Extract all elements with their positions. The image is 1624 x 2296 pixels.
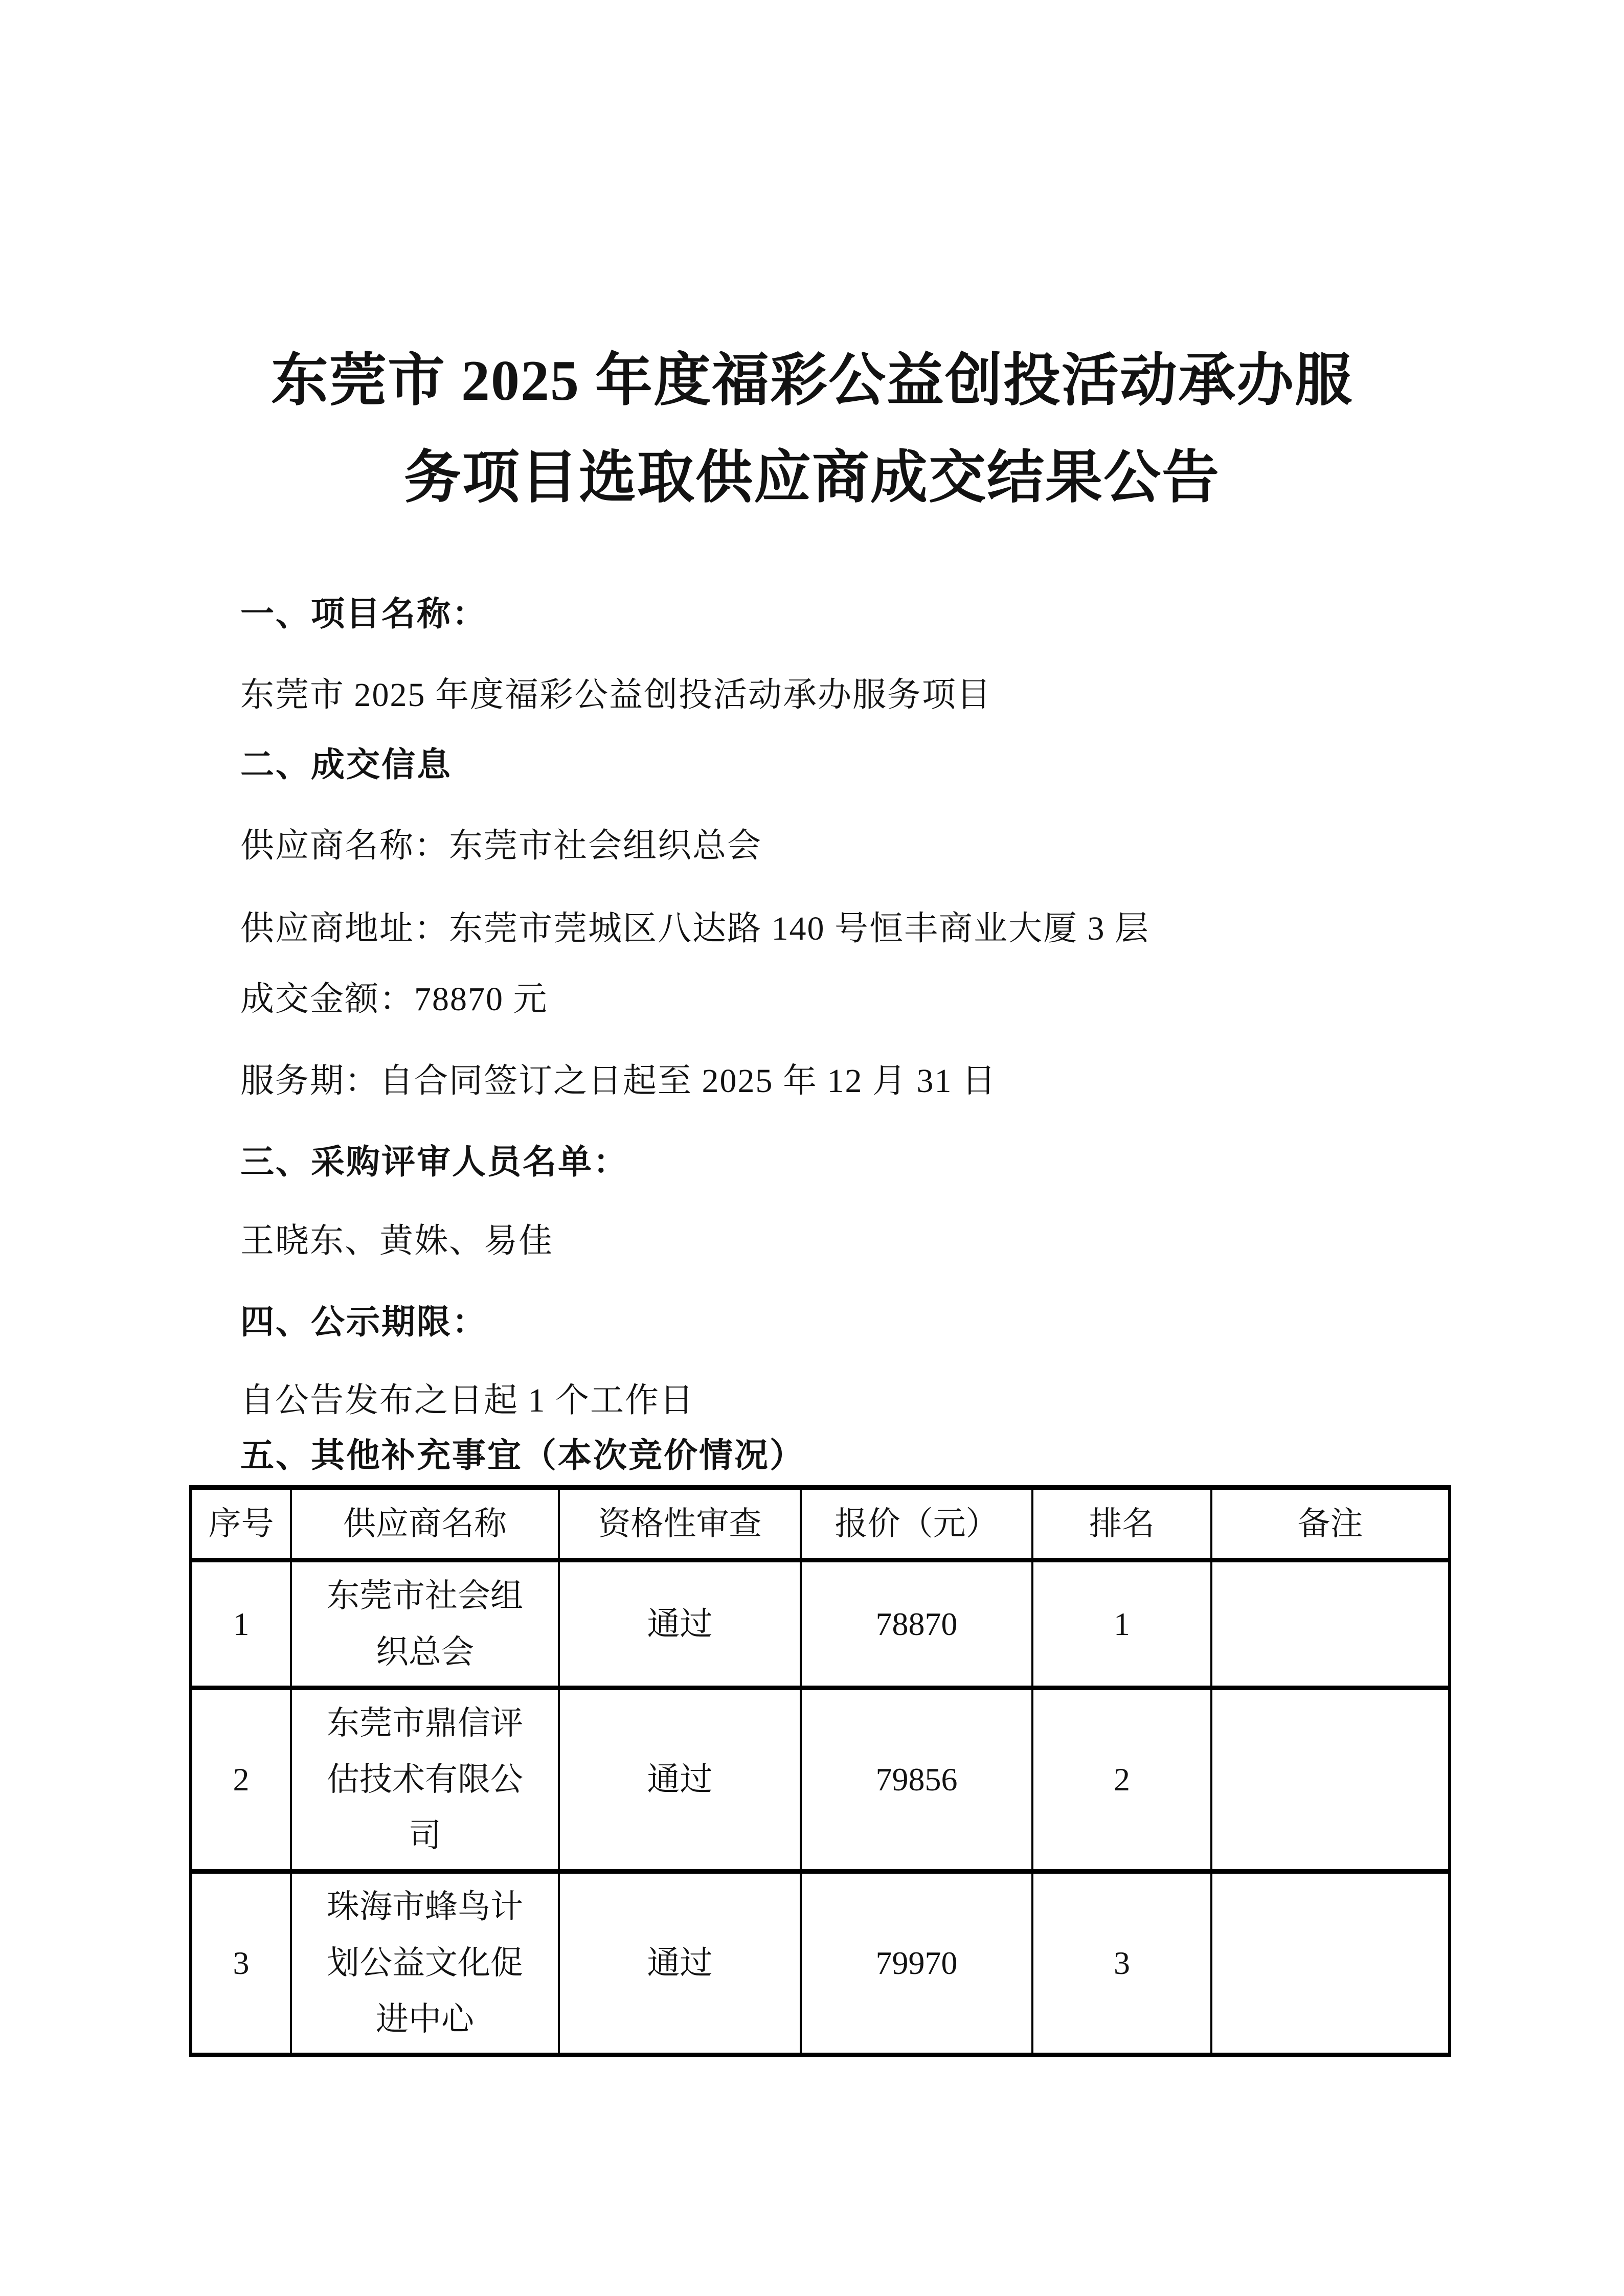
row-3-price-cell: 79970 [801, 1872, 1032, 2055]
row-1-remarks-cell [1211, 1560, 1450, 1688]
section-2-line-supplier-address: 供应商地址：东莞市莞城区八达路 140 号恒丰商业大厦 3 层 [240, 910, 1149, 947]
row-3-index-cell: 3 [191, 1872, 291, 2055]
section-3-line-reviewer-names: 王晓东、黄姝、易佳 [240, 1222, 553, 1260]
col-header-price: 报价（元） [801, 1488, 1032, 1560]
row-3-remarks-cell [1211, 1872, 1450, 2055]
row-1-rank-cell: 1 [1032, 1560, 1211, 1688]
section-4-line-publicity-period: 自公告发布之日起 1 个工作日 [240, 1382, 694, 1419]
row-3-qualification-cell: 通过 [559, 1872, 801, 2055]
row-1-index-cell: 1 [191, 1560, 291, 1688]
section-5-heading: 五、其他补充事宜（本次竞价情况） [240, 1436, 805, 1474]
row-1-supplier-cell: 东莞市社会组织总会 [291, 1560, 559, 1688]
col-header-remarks: 备注 [1211, 1488, 1450, 1560]
col-header-index: 序号 [191, 1488, 291, 1560]
section-3-heading: 三、采购评审人员名单： [240, 1143, 628, 1180]
row-1-qualification-cell: 通过 [559, 1560, 801, 1688]
row-1-price-cell: 78870 [801, 1560, 1032, 1688]
col-header-supplier: 供应商名称 [291, 1488, 559, 1560]
section-1-heading: 一、项目名称： [240, 595, 487, 632]
section-1-line-1: 东莞市 2025 年度福彩公益创投活动承办服务项目 [240, 676, 991, 714]
section-2-line-deal-amount: 成交金额：78870 元 [240, 981, 548, 1018]
section-2-heading: 二、成交信息 [240, 745, 452, 783]
bidding-results-table [189, 1485, 1451, 2057]
table-header-row [191, 1488, 1450, 1560]
table-row-1 [191, 1560, 1450, 1688]
row-2-rank-cell: 2 [1032, 1688, 1211, 1872]
table-row-2 [191, 1688, 1450, 1872]
section-4-heading: 四、公示期限： [240, 1303, 487, 1340]
row-3-rank-cell: 3 [1032, 1872, 1211, 2055]
row-3-supplier-cell: 珠海市蜂鸟计划公益文化促进中心 [291, 1872, 559, 2055]
table-row-3 [191, 1872, 1450, 2055]
document-title-line-1: 东莞市 2025 年度福彩公益创投活动承办服 [271, 349, 1353, 413]
col-header-rank: 排名 [1032, 1488, 1211, 1560]
row-2-index-cell: 2 [191, 1688, 291, 1872]
row-2-supplier-cell: 东莞市鼎信评估技术有限公司 [291, 1688, 559, 1872]
document-title-line-2: 务项目选取供应商成交结果公告 [404, 446, 1220, 510]
row-2-price-cell: 79856 [801, 1688, 1032, 1872]
row-2-remarks-cell [1211, 1688, 1450, 1872]
section-2-line-service-period: 服务期：自合同签订之日起至 2025 年 12 月 31 日 [240, 1062, 997, 1100]
section-2-line-supplier-name: 供应商名称：东莞市社会组织总会 [240, 827, 762, 865]
col-header-qualification: 资格性审查 [559, 1488, 801, 1560]
row-2-qualification-cell: 通过 [559, 1688, 801, 1872]
